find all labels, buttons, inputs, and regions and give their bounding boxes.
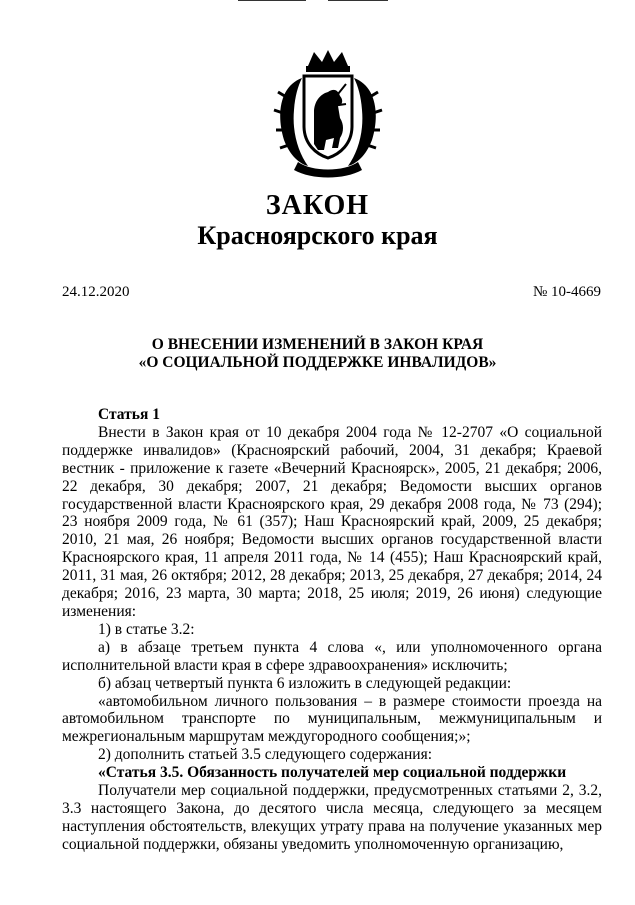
law-paragraph: Получатели мер социальной поддержки, предусмотренных статьями 2, 3.2, 3.3 настоящего Закона, до десятого числа месяца, следующего за месяцем наступления обстоятельств, влекущих утрату права на получение указанных мер социальной поддержки, обязаны уведомить уполномоченную организацию, [62, 782, 602, 853]
law-region: Красноярского края [197, 221, 438, 250]
law-number: № 10-4669 [532, 284, 601, 300]
scan-edge-line [238, 0, 306, 1]
law-paragraph: 2) дополнить статьей 3.5 следующего содержания: [98, 746, 432, 764]
scan-edge-line [328, 0, 388, 1]
law-heading-line: «О СОЦИАЛЬНОЙ ПОДДЕРЖКЕ ИНВАЛИДОВ» [138, 354, 497, 371]
coat-of-arms-emblem [272, 48, 384, 180]
law-date: 24.12.2020 [62, 284, 130, 300]
article-3-5-title: «Статья 3.5. Обязанность получателей мер социальной поддержки [98, 764, 567, 782]
law-heading [0, 336, 635, 372]
law-paragraph: Внести в Закон края от 10 декабря 2004 года № 12-2707 «О социальной поддержке инвалидов» (Красноярский рабочий, 2004, 31 декабря; Краевой вестник - приложение к газете «Вечерний Красноярск», 2005, 21 декабря; 2006, 22 декабря, 30 декабря; 2007, 21 декабря; Ведомости высших органов государственной власти Красноярского края, 29 декабря 2008 года, № 73 (294); 23 ноября 2009 года, № 61 (357); Наш Красноярский край, 2009, 25 декабря; 2010, 21 мая, 26 ноября; Ведомости высших органов государственной власти Красноярского края, 11 апреля 2011 года, № 14 (455); Наш Красноярский край, 2011, 31 мая, 26 октября; 2012, 28 декабря; 2013, 25 декабря, 27 декабря; 2014, 24 декабря; 2016, 23 марта, 30 марта; 2018, 25 июля; 2019, 26 июня) следующие изменения: [62, 423, 602, 620]
law-body [62, 406, 602, 854]
law-paragraph: а) в абзаце третьем пункта 4 слова «, или уполномоченного органа исполнительной власти края в сфере здравоохранения» исключить; [62, 638, 602, 674]
article-title: Статья 1 [98, 406, 160, 423]
law-title: ЗАКОН [265, 190, 370, 221]
law-paragraph: 1) в статье 3.2: [98, 620, 195, 638]
law-paragraph: «автомобильном личного пользования – в размере стоимости проезда на автомобильном транспорте по муниципальным, межмуниципальным и межрегиональным маршрутам междугородного сообщения;»; [62, 692, 602, 746]
law-paragraph: б) абзац четвертый пункта 6 изложить в следующей редакции: [98, 674, 512, 692]
law-heading-line: О ВНЕСЕНИИ ИЗМЕНЕНИЙ В ЗАКОН КРАЯ [151, 336, 484, 353]
